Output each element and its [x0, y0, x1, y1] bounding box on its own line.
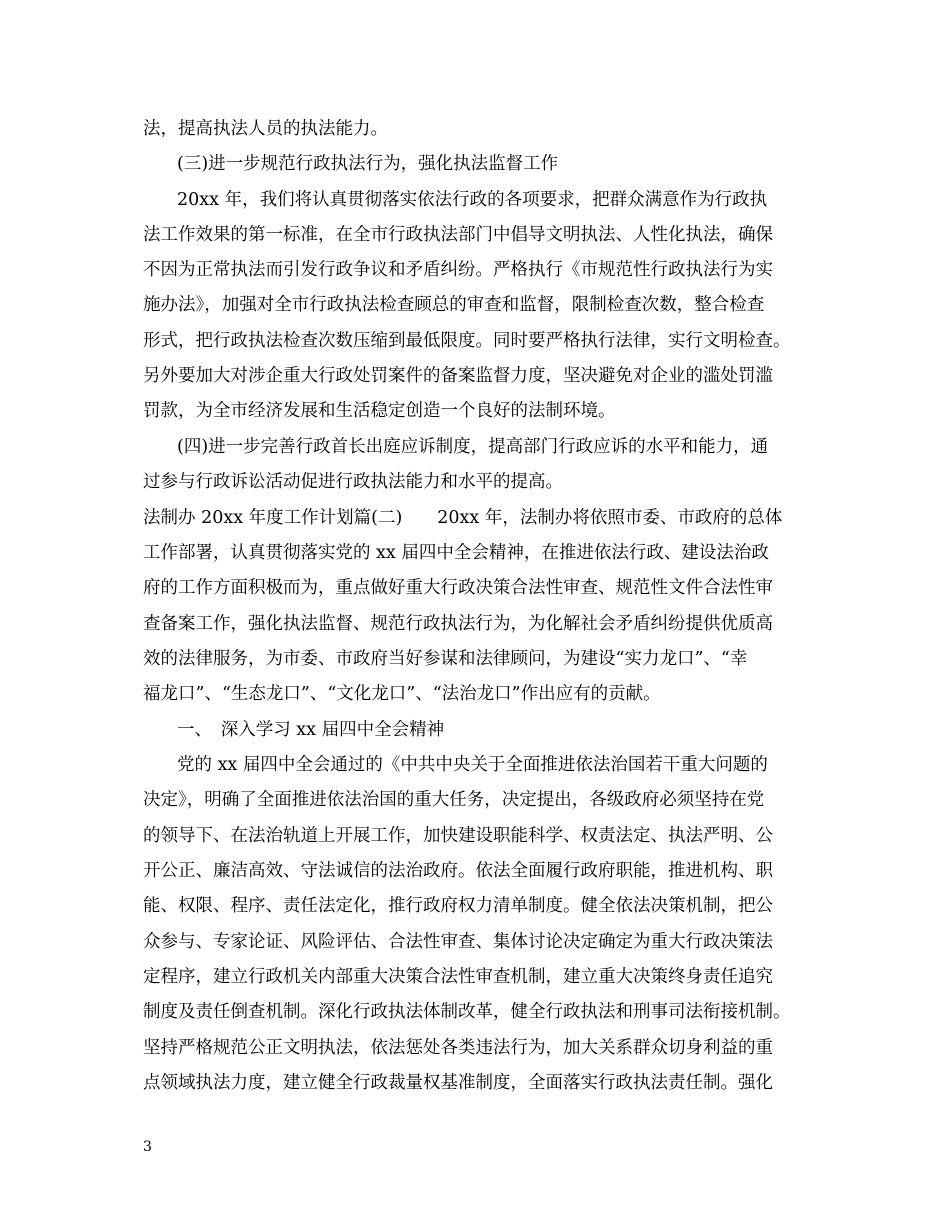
text-line: 法工作效果的第一标准，在全市行政执法部门中倡导文明执法、人性化执法，确保: [143, 225, 773, 245]
text-line: 坚持严格规范公正文明执法，依法惩处各类违法行为，加大关系群众切身利益的重: [143, 1038, 773, 1058]
text-line: 开公正、廉洁高效、守法诚信的法治政府。依法全面履行政府职能，推进机构、职: [143, 861, 773, 881]
text-line: 形式，把行政执法检查次数压缩到最低限度。同时要严格执行法律，实行文明检查。: [143, 331, 791, 351]
text-line: 20xx 年，我们将认真贯彻落实依法行政的各项要求，把群众满意作为行政执: [177, 190, 768, 210]
text-line: 查备案工作，强化执法监督、规范行政执法行为，为化解社会矛盾纠纷提供优质高: [143, 614, 773, 634]
section-heading: (四)进一步完善行政首长出庭应诉制度，提高部门行政应诉的水平和能力，通: [177, 437, 769, 457]
text-line: 福龙口”、“生态龙口”、“文化龙口”、“法治龙口”作出应有的贡献。: [143, 684, 661, 704]
text-line: 决定》，明确了全面推进依法治国的重大任务，决定提出，各级政府必须坚持在党: [143, 790, 765, 810]
text-line: 能、权限、程序、责任法定化，推行政府权力清单制度。健全依法决策机制，把公: [143, 896, 773, 916]
text-line: 的领导下、在法治轨道上开展工作，加快建设职能科学、权责法定、执法严明、公: [143, 826, 773, 846]
text-line: 众参与、专家论证、风险评估、合法性审查、集体讨论决定确定为重大行政决策法: [143, 932, 773, 952]
text-line: 定程序，建立行政机关内部重大决策合法性审查机制，建立重大决策终身责任追究: [143, 967, 773, 987]
text-line: 府的工作方面积极而为，重点做好重大行政决策合法性审查、规范性文件合法性审: [143, 578, 773, 598]
text-line: 法，提高执法人员的执法能力。: [143, 119, 388, 139]
text-line: 法制办 20xx 年度工作计划篇(二) 20xx 年，法制办将依照市委、市政府的总体: [143, 508, 783, 528]
text-line: 点领域执法力度，建立健全行政裁量权基准制度，全面落实行政执法责任制。强化: [143, 1073, 773, 1093]
text-line: 罚款，为全市经济发展和生活稳定创造一个良好的法制环境。: [143, 401, 616, 421]
text-line: 不因为正常执法而引发行政争议和矛盾纠纷。严格执行《市规范性行政执法行为实: [143, 260, 773, 280]
text-line: 制度及责任倒查机制。深化行政执法体制改革，健全行政执法和刑事司法衔接机制。: [143, 1002, 791, 1022]
page-number: 3: [143, 1139, 152, 1155]
section-heading: (三)进一步规范行政执法行为，强化执法监督工作: [177, 154, 559, 174]
text-line: 党的 xx 届四中全会通过的《中共中央关于全面推进依法治国若干重大问题的: [177, 755, 768, 775]
section-heading: 一、 深入学习 xx 届四中全会精神: [177, 720, 445, 740]
text-line: 另外要加大对涉企重大行政处罚案件的备案监督力度，坚决避免对企业的滥处罚滥: [143, 366, 773, 386]
text-line: 过参与行政诉讼活动促进行政执法能力和水平的提高。: [143, 472, 563, 492]
text-line: 效的法律服务，为市委、市政府当好参谋和法律顾问，为建设“实力龙口”、“幸: [143, 649, 748, 669]
text-line: 工作部署，认真贯彻落实党的 xx 届四中全会精神，在推进依法行政、建设法治政: [143, 543, 769, 563]
text-line: 施办法》，加强对全市行政执法检查顾总的审查和监督，限制检查次数，整合检查: [143, 295, 765, 315]
